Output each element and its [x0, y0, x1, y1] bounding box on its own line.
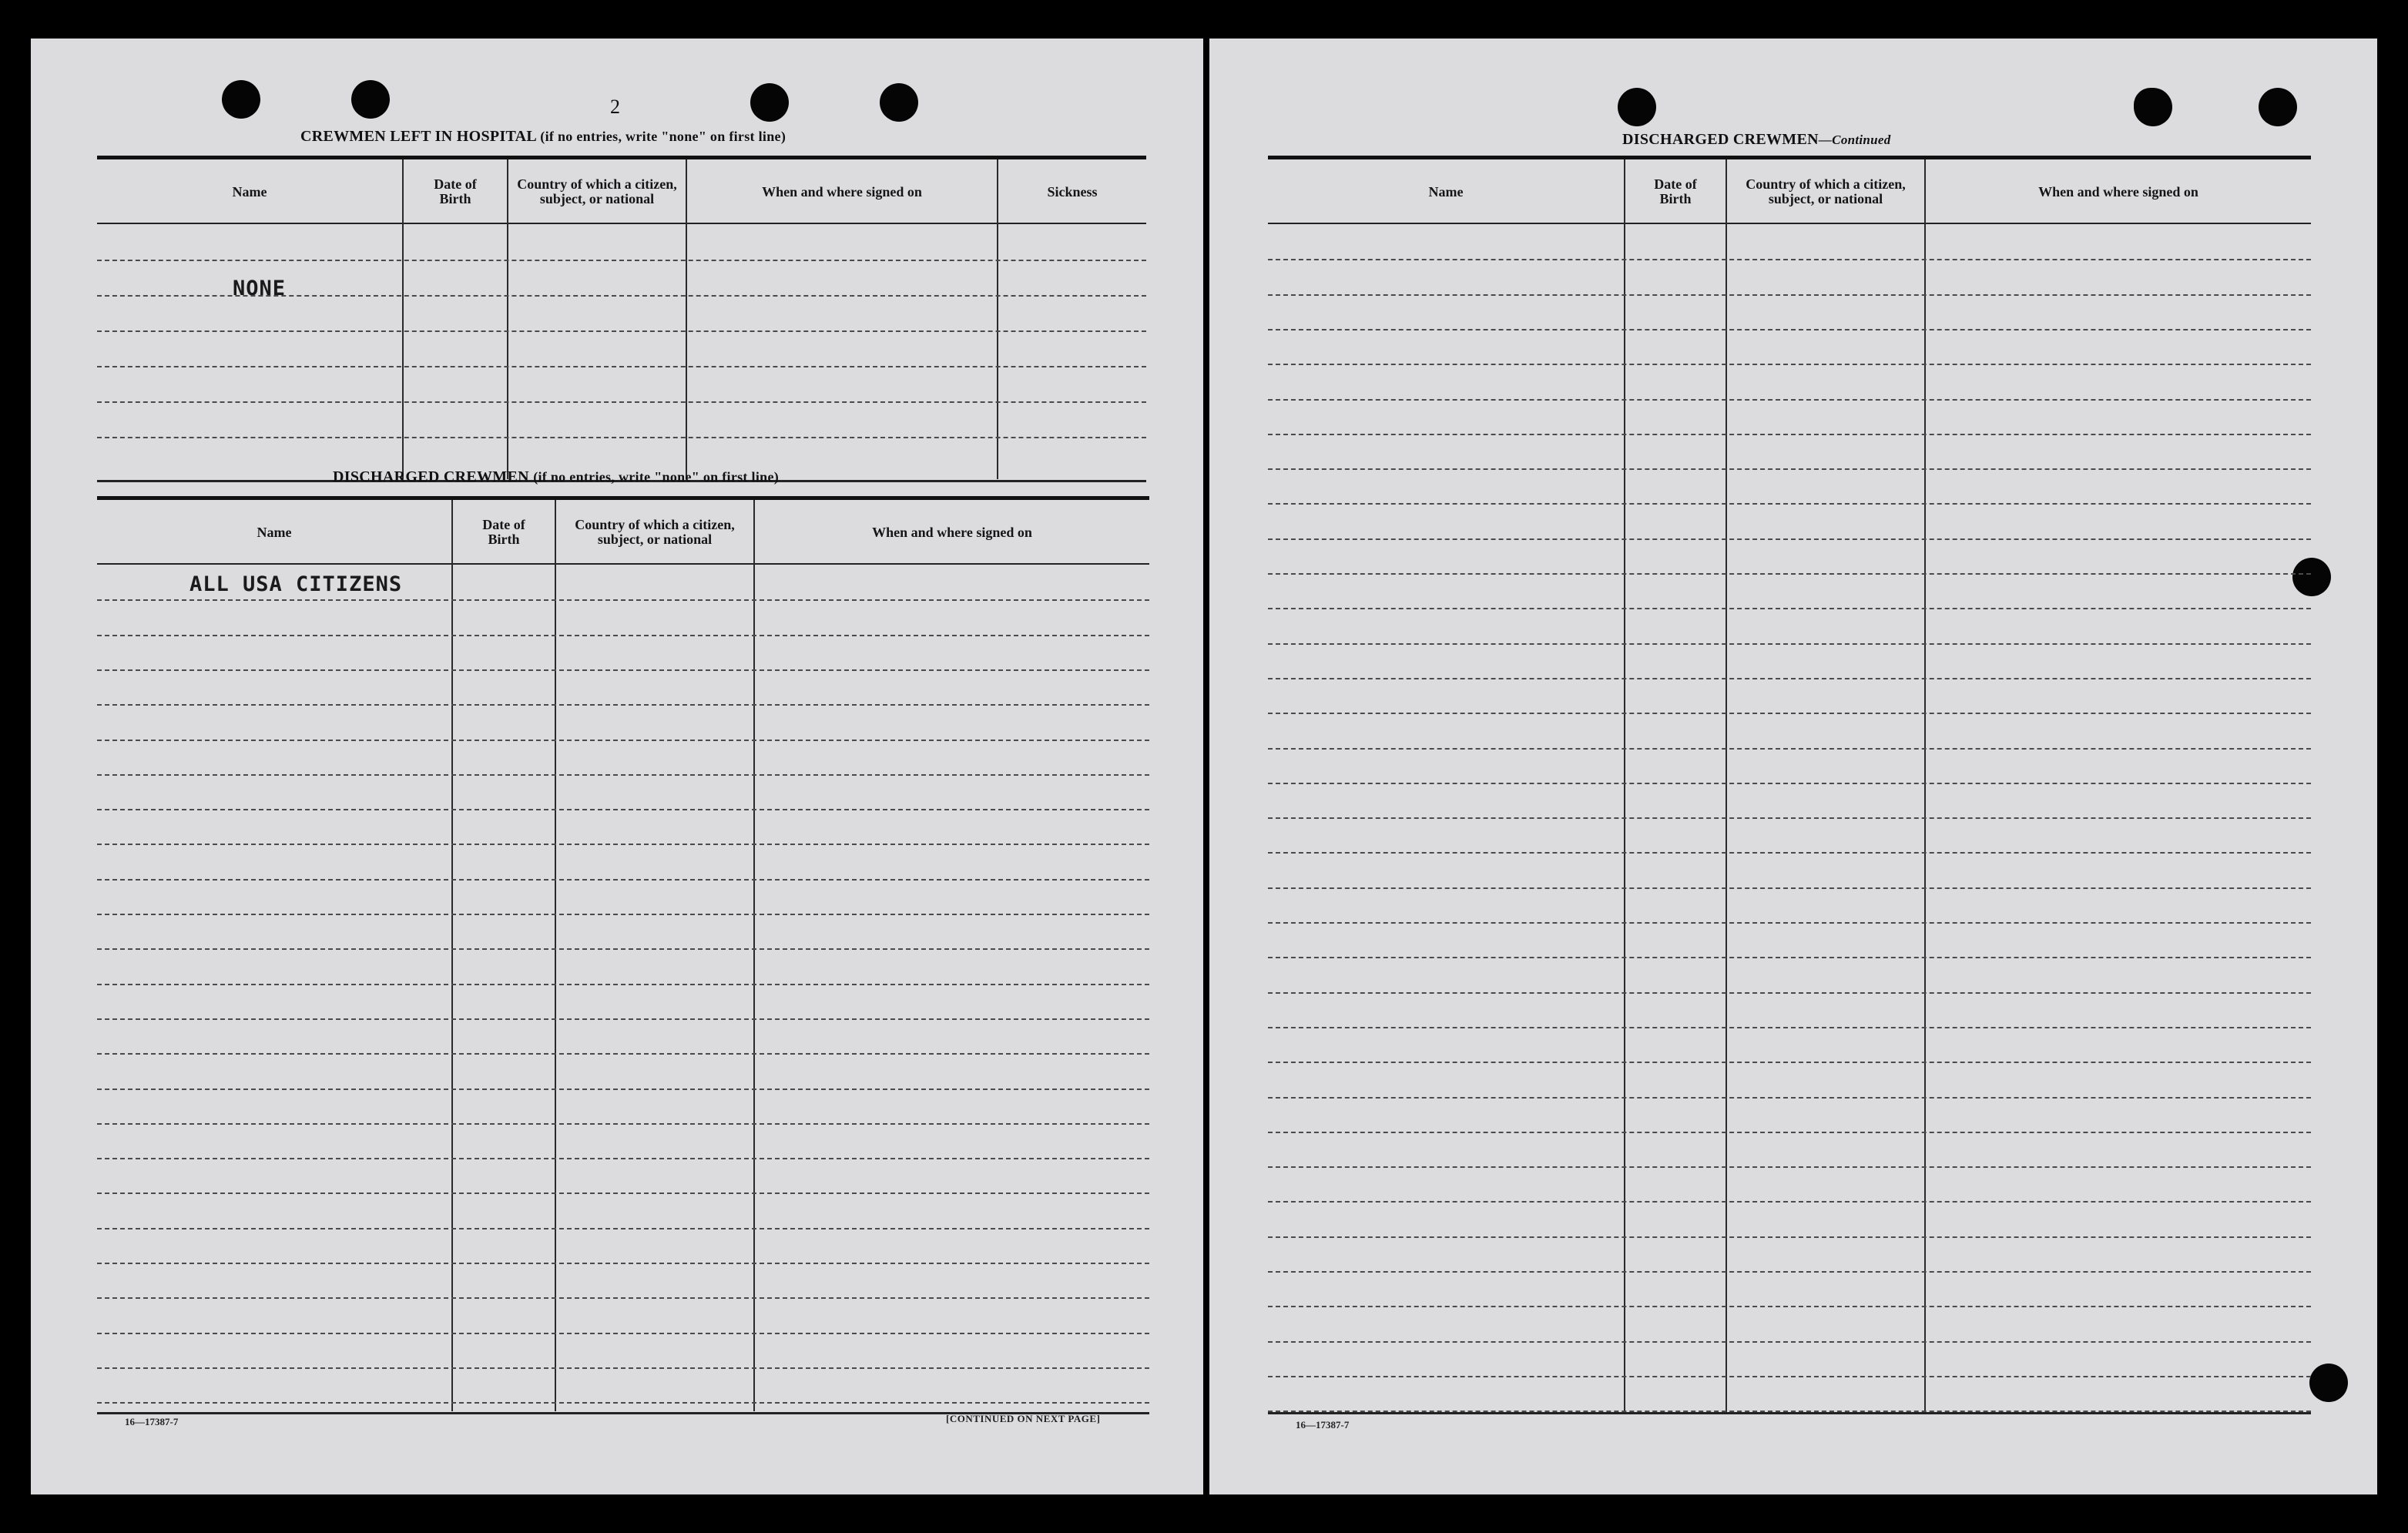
ruled-line	[97, 295, 1146, 297]
ruled-line	[1268, 1097, 2311, 1099]
ruled-line	[1268, 573, 2311, 575]
ruled-line	[97, 1158, 1149, 1159]
column-divider	[1624, 159, 1625, 1413]
col-header-country: Country of which a citizen, subject, or national	[517, 176, 677, 206]
table-bottom-rule	[1268, 1412, 2311, 1414]
col-header-date-of-birth: Date of Birth	[482, 517, 525, 547]
ruled-line	[1268, 503, 2311, 505]
ruled-line	[1268, 1166, 2311, 1168]
discharged-table-header	[1268, 159, 2311, 224]
continued-label: —Continued	[1818, 133, 1891, 147]
ruled-line	[1268, 468, 2311, 470]
ruled-line	[1268, 643, 2311, 645]
ruled-line	[1268, 1306, 2311, 1307]
col-header-country: Country of which a citizen, subject, or national	[1746, 176, 1906, 206]
right-page	[1209, 39, 2377, 1494]
punch-hole	[1618, 88, 1656, 126]
ruled-line	[1268, 887, 2311, 889]
ruled-line	[97, 330, 1146, 332]
ruled-line	[1268, 1062, 2311, 1063]
ruled-line	[1268, 957, 2311, 958]
column-divider	[402, 159, 404, 479]
left-page	[31, 39, 1203, 1494]
ruled-line	[97, 1089, 1149, 1090]
ruled-line	[1268, 1236, 2311, 1238]
column-divider	[1726, 159, 1727, 1413]
discharged-title: DISCHARGED CREWMEN	[1622, 131, 1819, 148]
hospital-table-header	[97, 159, 1146, 224]
ruled-line	[97, 704, 1149, 706]
discharged-title: DISCHARGED CREWMEN	[333, 468, 529, 485]
ruled-line	[97, 1402, 1149, 1404]
form-number: 16—17387-7	[125, 1416, 179, 1427]
col-header-country: Country of which a citizen, subject, or national	[575, 517, 735, 547]
form-number: 16—17387-7	[1296, 1419, 1350, 1431]
ruled-line	[97, 914, 1149, 915]
column-divider	[686, 159, 687, 479]
ruled-line	[1268, 1271, 2311, 1273]
hospital-table	[97, 156, 1146, 479]
ruled-line	[97, 948, 1149, 950]
punch-hole	[2134, 88, 2172, 126]
ruled-line	[97, 774, 1149, 776]
column-divider	[451, 500, 453, 1411]
ruled-line	[1268, 1376, 2311, 1377]
ruled-line	[97, 1228, 1149, 1229]
punch-hole	[880, 83, 918, 122]
ruled-line	[97, 401, 1146, 403]
ruled-line	[97, 984, 1149, 985]
ruled-line	[97, 599, 1149, 601]
ruled-line	[1268, 259, 2311, 260]
punch-hole	[2309, 1364, 2348, 1402]
ruled-line	[1268, 1132, 2311, 1133]
discharged-continued-title	[1622, 131, 1891, 149]
ruled-line	[1268, 294, 2311, 296]
column-divider	[507, 159, 508, 479]
ruled-line	[1268, 748, 2311, 750]
col-header-sickness: Sickness	[1047, 183, 1098, 200]
col-header-date-of-birth: Date of Birth	[434, 176, 477, 206]
discharged-section-title	[333, 468, 779, 486]
continued-note: [CONTINUED ON NEXT PAGE]	[946, 1413, 1101, 1424]
ruled-line	[97, 844, 1149, 845]
ruled-line	[1268, 1027, 2311, 1028]
ruled-line	[1268, 922, 2311, 924]
discharged-continued-table	[1268, 156, 2311, 1413]
hospital-section-title	[300, 128, 786, 146]
column-divider	[555, 500, 556, 1411]
ruled-line	[97, 740, 1149, 741]
col-header-name: Name	[257, 524, 292, 540]
discharged-table-header	[97, 500, 1149, 565]
hospital-title: CREWMEN LEFT IN HOSPITAL	[300, 128, 536, 145]
hospital-entry: NONE	[233, 277, 287, 300]
ruled-line	[97, 437, 1146, 438]
column-divider	[997, 159, 998, 479]
ruled-line	[97, 366, 1146, 367]
ruled-line	[97, 879, 1149, 881]
ruled-line	[1268, 538, 2311, 540]
discharged-note: (if no entries, write "none" on first line)	[533, 469, 780, 485]
col-header-name: Name	[1428, 183, 1464, 200]
punch-hole	[2259, 88, 2297, 126]
ruled-line	[1268, 1411, 2311, 1412]
ruled-line	[1268, 852, 2311, 854]
ruled-line	[97, 669, 1149, 671]
ruled-line	[1268, 399, 2311, 401]
column-divider	[1924, 159, 1926, 1413]
ruled-line	[1268, 329, 2311, 330]
punch-hole	[750, 83, 789, 122]
ruled-line	[97, 1297, 1149, 1299]
ruled-line	[97, 1263, 1149, 1264]
page-number: 2	[610, 96, 620, 118]
ruled-line	[1268, 1341, 2311, 1343]
ruled-line	[1268, 364, 2311, 365]
ruled-line	[97, 1333, 1149, 1334]
col-header-signed-on: When and where signed on	[872, 524, 1032, 540]
hospital-note: (if no entries, write "none" on first line)	[540, 129, 786, 144]
col-header-signed-on: When and where signed on	[2038, 183, 2198, 200]
col-header-signed-on: When and where signed on	[762, 183, 922, 200]
ruled-line	[1268, 434, 2311, 435]
col-header-date-of-birth: Date of Birth	[1654, 176, 1697, 206]
col-header-name: Name	[232, 183, 267, 200]
punch-hole	[222, 80, 260, 119]
punch-hole	[351, 80, 390, 119]
ruled-line	[97, 635, 1149, 636]
discharged-entry: ALL USA CITIZENS	[189, 572, 403, 596]
ruled-line	[1268, 817, 2311, 819]
ruled-line	[97, 1053, 1149, 1055]
ruled-line	[97, 1367, 1149, 1369]
ruled-line	[1268, 783, 2311, 784]
ruled-line	[1268, 713, 2311, 714]
ruled-line	[97, 1018, 1149, 1020]
ruled-line	[97, 809, 1149, 810]
ruled-line	[97, 260, 1146, 261]
ruled-line	[97, 1123, 1149, 1125]
ruled-line	[1268, 678, 2311, 679]
ruled-line	[1268, 1201, 2311, 1203]
ruled-line	[97, 1193, 1149, 1194]
column-divider	[753, 500, 755, 1411]
discharged-table	[97, 496, 1149, 1411]
ruled-line	[1268, 992, 2311, 994]
ruled-line	[1268, 608, 2311, 609]
